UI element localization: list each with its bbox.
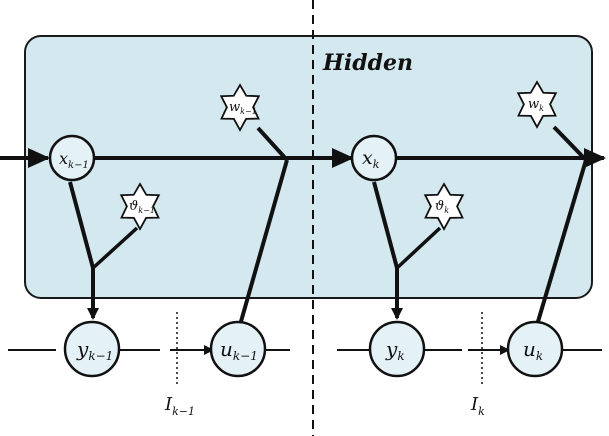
process-noise-label-2: $w_k$ bbox=[528, 97, 544, 113]
observation-label-2: $y_k$ bbox=[386, 337, 405, 363]
process-noise-label-1: $w_{k-1}$ bbox=[229, 100, 257, 116]
hidden-state-label-1: $x_{k-1}$ bbox=[59, 149, 89, 171]
observation-label-1: $y_{k-1}$ bbox=[77, 337, 114, 363]
interval-label-1: $I_{k-1}$ bbox=[165, 394, 196, 418]
control-label-2: $u_k$ bbox=[523, 337, 544, 363]
measurement-noise-label-1: $ϑ_{k-1}$ bbox=[129, 199, 155, 215]
interval-label-2: $I_k$ bbox=[471, 394, 485, 418]
hidden-region bbox=[25, 36, 592, 298]
hidden-title: Hidden bbox=[323, 50, 413, 76]
measurement-noise-label-2: $ϑ_k$ bbox=[435, 199, 450, 215]
hidden-state-node-1 bbox=[50, 136, 94, 180]
control-label-1: $u_{k-1}$ bbox=[220, 337, 258, 363]
hidden-state-label-2: $x_k$ bbox=[362, 147, 380, 171]
